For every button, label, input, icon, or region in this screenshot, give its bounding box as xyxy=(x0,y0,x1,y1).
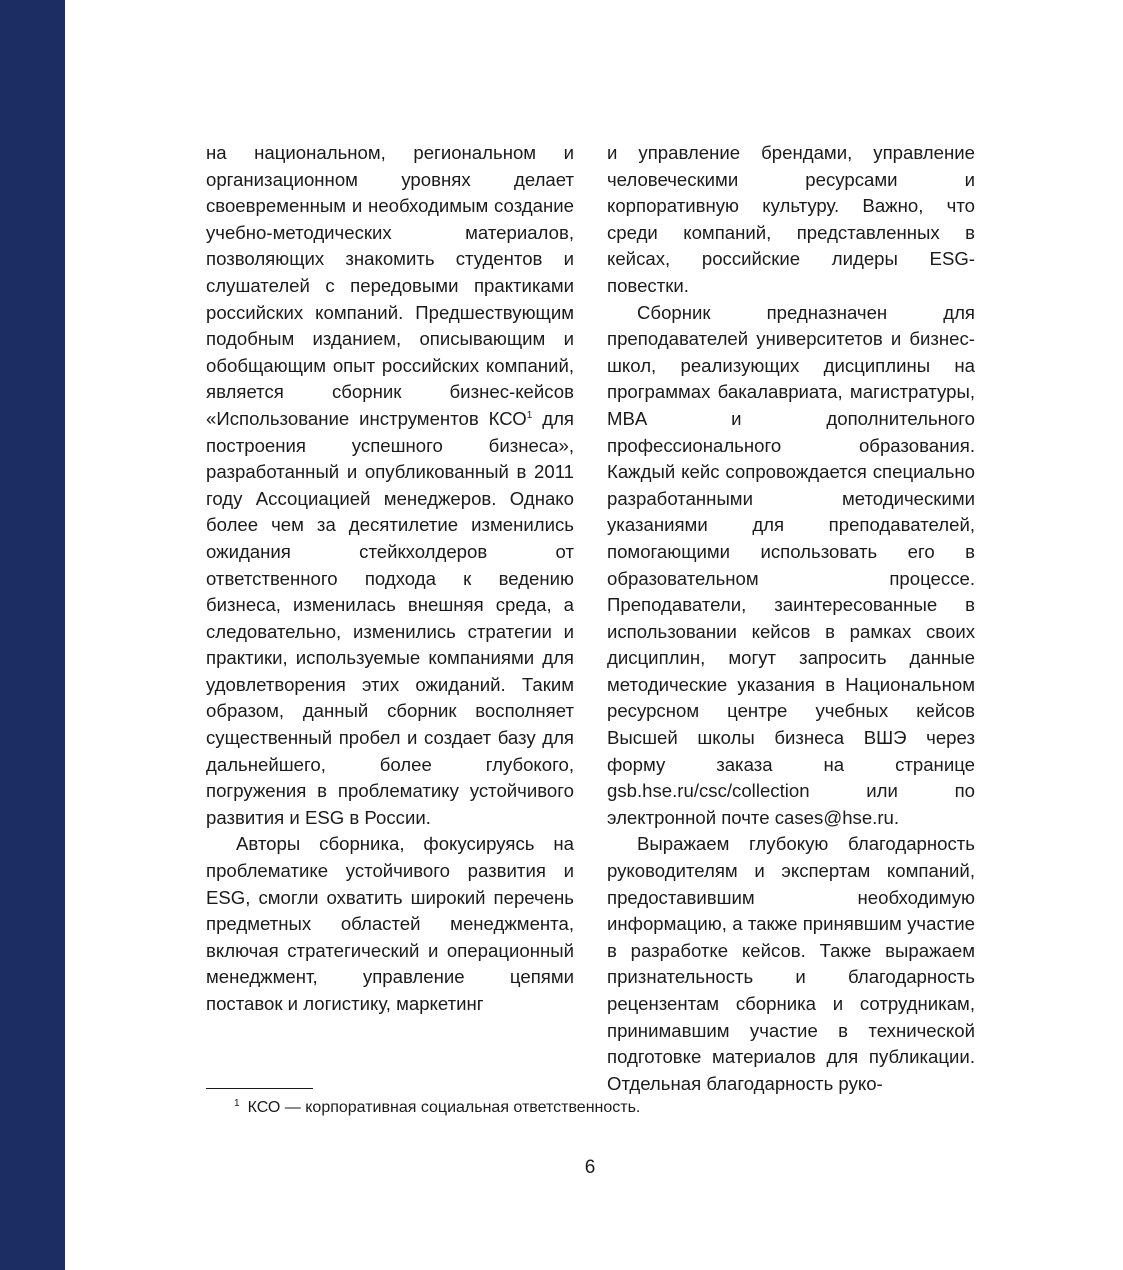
footnote-reference[interactable]: 1 xyxy=(526,409,533,421)
left-paragraph-1-text-a: на национальном, региональном и организационном уровнях делает своевременным и необходимым создание учебно-методических материалов, позволяющих знакомить студентов и слушателей с передовыми практиками российских компаний. Предшествующим подобным изданием, описывающим и обобщающим опыт российских компаний, является сборник бизнес-кейсов «Использование инструментов КСО xyxy=(206,142,574,429)
left-column xyxy=(206,140,574,1018)
left-paragraph-1-text-b: для построения успешного бизнеса», разработанный и опубликованный в 2011 году Ассоциацией менеджеров. Однако более чем за десятилетие изменились ожидания стейкхолдеров от ответственного подхода к ведению бизнеса, изменилась внешняя среда, а следовательно, изменились стратегии и практики, используемые компаниями для удовлетворения этих ожиданий. Таким образом, данный сборник восполняет существенный пробел и создает базу для дальнейшего, более глубокого, погружения в проблематику устойчивого развития и ESG в России. xyxy=(206,407,574,828)
footnote-mark: 1 xyxy=(234,1098,240,1109)
right-column xyxy=(607,140,975,1097)
left-paragraph-1 xyxy=(206,140,574,831)
left-paragraph-2: Авторы сборника, фокусируясь на проблематике устойчивого развития и ESG, смогли охватить широкий перечень предметных областей менеджмента, включая стратегический и операционный менеджмент, управление цепями поставок и логистику, маркетинг xyxy=(206,833,574,1014)
side-band xyxy=(0,0,65,1270)
footnote-divider xyxy=(206,1088,313,1089)
footnote xyxy=(234,1098,640,1117)
right-paragraph-1: и управление брендами, управление человеческими ресурсами и корпоративную культуру. Важно, что среди компаний, представленных в кейсах, российские лидеры ESG-повестки. xyxy=(607,142,975,296)
right-paragraph-3: Выражаем глубокую благодарность руководителям и экспертам компаний, предоставившим необходимую информацию, а также принявшим участие в разработке кейсов. Также выражаем признательность и благодарность рецензентам сборника и сотрудникам, принимавшим участие в технической подготовке материалов для публикации. Отдельная благодарность руко- xyxy=(607,833,975,1094)
page-number: 6 xyxy=(584,1157,596,1178)
right-paragraph-2: Сборник предназначен для преподавателей университетов и бизнес-школ, реализующих дисциплины на программах бакалавриата, магистратуры, MBA и дополнительного профессионального образования. Каждый кейс сопровождается специально разработанными методическими указаниями для преподавателей, помогающими использовать его в образовательном процессе. Преподаватели, заинтересованные в использовании кейсов в рамках своих дисциплин, могут запросить данные методические указания в Национальном ресурсном центре учебных кейсов Высшей школы бизнеса ВШЭ через форму заказа на странице gsb.hse.ru/csc/collection или по электронной почте cases@hse.ru. xyxy=(607,301,975,828)
footnote-text: КСО — корпоративная социальная ответственность. xyxy=(247,1099,641,1116)
